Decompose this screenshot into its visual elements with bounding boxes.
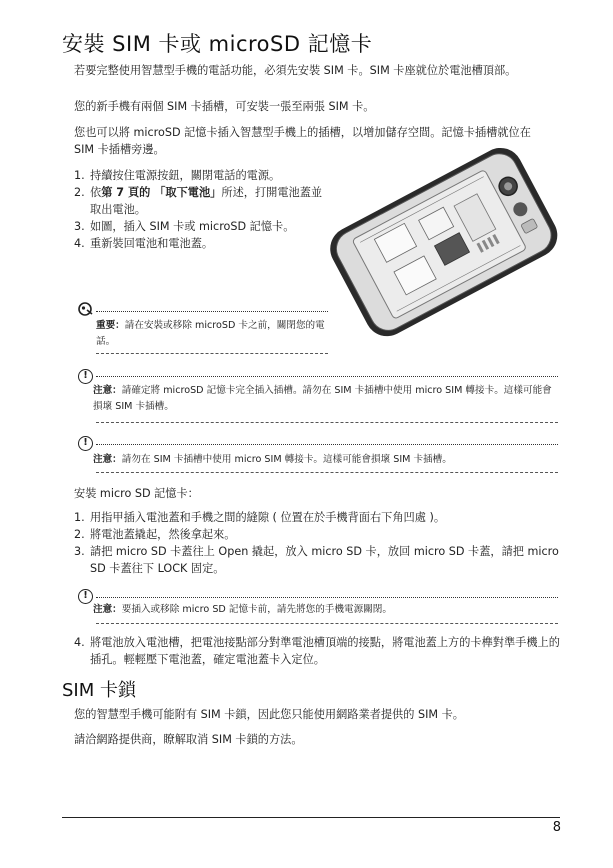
list-item: 4. 重新裝回電池和電池蓋。 [74,237,214,250]
page-number: 8 [552,820,561,835]
note2-label: 注意： [93,454,122,465]
footer-rule [62,817,560,818]
note1: 注意：請確定將 microSD 記憶卡完全插入插槽。請勿在 SIM 卡插槽中使用 micro SIM 轉接卡。這樣可能會損壞 SIM 卡插槽。 [93,385,552,412]
install-steps-list [74,167,326,252]
final-step [74,634,562,668]
micro-sd-heading: 安裝 micro SD 記憶卡： [74,487,199,500]
list-item: 2. 將電池蓋撬起，然後拿起來。 [74,528,236,541]
intro-paragraph-3: 您也可以將 microSD 記憶卡插入智慧型手機上的插槽，以增加儲存空間。記憶卡插槽就位在 SIM 卡插槽旁邊。 [74,126,531,156]
page-title: 安裝 SIM 卡或 microSD 記憶卡 [62,32,373,56]
note1-divider-bottom [96,422,558,423]
important-label: 重要： [96,320,125,331]
section-title-sim-lock: SIM 卡鎖 [62,680,136,701]
note3: 注意：要插入或移除 micro SD 記憶卡前，請先將您的手機電源關閉。 [93,604,392,615]
sim-lock-paragraph-2: 請洽網路提供商，瞭解取消 SIM 卡鎖的方法。 [74,733,303,746]
important-divider-top [96,311,328,312]
list-item: 1. 持續按住電源按鈕，關閉電話的電源。 [74,169,281,182]
note1-label: 注意： [93,385,122,396]
important-key-icon [78,302,96,322]
sim-lock-paragraph-1: 您的智慧型手機可能附有 SIM 卡鎖，因此您只能使用網路業者提供的 SIM 卡。 [74,708,464,721]
page-reference-link: 第 7 頁的 「取下電池」 [101,186,222,199]
intro-paragraph-2: 您的新手機有兩個 SIM 卡插槽，可安裝一張至兩張 SIM 卡。 [74,100,375,113]
list-item: 4. 將電池放入電池槽，把電池接點部分對準電池槽頂端的接點，將電池蓋上方的卡榫對準手機上的插孔。輕輕壓下電池蓋，確定電池蓋卡入定位。 [74,636,560,666]
phone-battery-slot-illustration [328,140,568,362]
important-note: 重要：請在安裝或移除 microSD 卡之前，關閉您的電話。 [96,320,325,347]
micro-sd-steps-list [74,509,562,577]
note1-divider-top [96,376,558,377]
list-item: 2. 依第 7 頁的 「取下電池」所述，打開電池蓋並取出電池。 [74,186,323,216]
note2: 注意：請勿在 SIM 卡插槽中使用 micro SIM 轉接卡。這樣可能會損壞 SIM 卡插槽。 [93,454,452,465]
note2-divider-top [96,444,558,445]
list-item: 3. 如圖，插入 SIM 卡或 microSD 記憶卡。 [74,220,295,233]
warning-icon: ! [78,369,93,384]
intro-paragraph-1: 若要完整使用智慧型手機的電話功能，必須先安裝 SIM 卡。SIM 卡座就位於電池槽頂部。 [74,64,517,77]
list-item: 1. 用指甲插入電池蓋和手機之間的縫隙 ( 位置在於手機背面右下角凹處 )。 [74,511,446,524]
important-divider-bottom [96,353,328,354]
warning-icon: ! [78,589,93,604]
note2-divider-bottom [96,472,558,473]
warning-icon: ! [78,436,93,451]
note3-divider-top [96,597,558,598]
note3-label: 注意： [93,604,122,615]
list-item: 3. 請把 micro SD 卡蓋往上 Open 撬起，放入 micro SD 卡，放回 micro SD 卡蓋，請把 micro SD 卡蓋往下 LOCK 固定。 [74,545,559,575]
note3-divider-bottom [96,623,558,624]
